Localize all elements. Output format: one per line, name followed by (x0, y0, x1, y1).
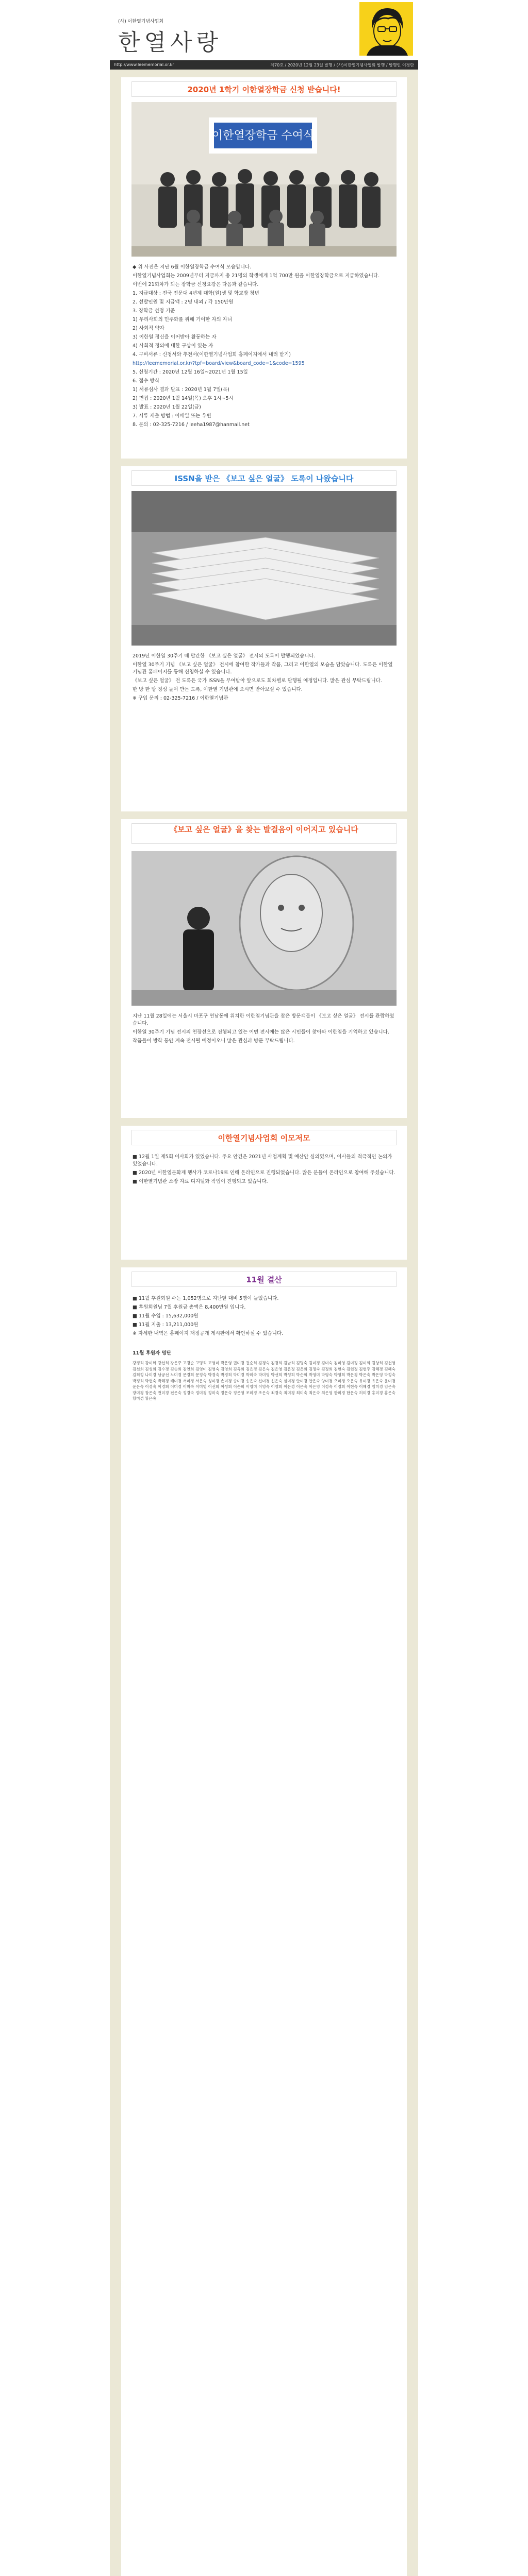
isbn-line: 《보고 싶은 얼굴》 전 도록은 국가 ISSN을 부여받아 앞으로도 회차별로 발행될 예정입니다. 많은 관심 부탁드립니다. (133, 678, 382, 684)
sculpture-title: 《보고 싶은 얼굴》을 찾는 발걸음이 이어지고 있습니다 (131, 823, 397, 844)
scholarship-banner-text: 이한열장학금 수여식 (211, 129, 315, 142)
brand-name: 한열사랑 (118, 29, 223, 56)
newsletter-sheet (110, 0, 418, 2576)
isbn-title: ISSN을 받은 《보고 싶은 얼굴》 도록이 나왔습니다 (131, 470, 397, 486)
board-body (133, 1154, 395, 1187)
finance-summary (133, 1295, 395, 1339)
finance-card (121, 1267, 407, 2576)
scholarship-line: 이번에 21회차가 되는 장학금 신청요강은 다음과 같습니다. (133, 282, 259, 287)
scholarship-line: 1) 서류심사 결과 발표 : 2020년 1월 7일(목) (133, 387, 229, 393)
donor-list-label: 11월 후원자 명단 (133, 1350, 171, 1356)
scholarship-group-photo (131, 102, 397, 257)
sculpture-body (133, 1013, 395, 1046)
isbn-line: 한 방 한 방 정성 들여 만든 도록, 이한열 기념관에 오시면 받아보실 수 있습니다. (133, 687, 303, 692)
sculpture-line: 작품들이 방학 동안 계속 전시될 예정이오니 많은 관심과 방문 부탁드립니다. (133, 1038, 295, 1044)
issue-info: 제70호 / 2020년 12월 23일 발행 / (사)이한열기념사업회 발행 / 발행인 이경란 (270, 63, 414, 67)
scholarship-card (121, 77, 407, 459)
isbn-line: 이한열 30주기 기념 《보고 싶은 얼굴》 전시에 참여한 작가들과 작품, 그리고 이한열의 모습을 담았습니다. 도록은 이한열기념관 홈페이지를 통해 신청하실 수 있습니다. (133, 662, 393, 675)
scholarship-title: 2020년 1학기 이한열장학금 신청 받습니다! (131, 81, 397, 97)
scholarship-line: 3) 발표 : 2020년 1월 22일(금) (133, 404, 201, 410)
sculpture-line: 이한열 30주기 기념 전시의 연장선으로 진행되고 있는 이번 전시에는 많은 시민들이 찾아와 이한열을 기억하고 있습니다. (133, 1029, 389, 1035)
scholarship-body (133, 264, 395, 430)
scholarship-line: 2) 면접 : 2020년 1월 14일(목) 오후 1시~5시 (133, 396, 234, 401)
portrait-illustration (359, 2, 413, 56)
site-url-link[interactable]: http://www.leememorial.or.kr (114, 62, 174, 67)
isbn-body (133, 653, 395, 704)
header (110, 0, 418, 60)
scholarship-line: 5. 신청기간 : 2020년 12월 16일~2021년 1월 15일 (133, 369, 248, 375)
finance-line: ■ 후원회원님 7월 후원금 총액은 8,400만원 입니다. (133, 1304, 246, 1310)
finance-line: ※ 자세한 내역은 홈페이지 재정공개 게시판에서 확인하실 수 있습니다. (133, 1331, 284, 1336)
sculpture-card (121, 819, 407, 1118)
scholarship-line: 4) 사회적 정의에 대한 구상이 있는 자 (133, 343, 213, 349)
finance-line: ■ 11월 수입 : 15,632,000원 (133, 1313, 199, 1319)
board-line: ■ 12월 1일 제5회 이사회가 있었습니다. 주요 안건은 2021년 사업계획 및 예산안 심의였으며, 이사들의 적극적인 논의가 있었습니다. (133, 1154, 392, 1167)
isbn-line: 2019년 이한열 30주기 때 발간한 《보고 싶은 얼굴》 전시의 도록이 발행되었습니다. (133, 653, 316, 659)
board-line: ■ 이한열기념관 소장 자료 디지털화 작업이 진행되고 있습니다. (133, 1179, 268, 1184)
scholarship-line: ◆ 위 사진은 지난 6월 이한열장학금 수여식 모습입니다. (133, 264, 252, 270)
scholarship-line: 3. 장학금 선정 기준 (133, 308, 175, 314)
sculpture-photo (131, 851, 397, 1006)
isbn-card (121, 466, 407, 811)
scholarship-line: 2. 선발인원 및 지급액 : 2명 내외 / 각 150만원 (133, 299, 234, 305)
issue-bar (110, 60, 418, 70)
sculpture-line: 지난 11월 28일에는 서울시 마포구 연남동에 위치한 이한열기념관을 찾은 방문객들이 《보고 싶은 얼굴》 전시를 관람하였습니다. (133, 1013, 394, 1026)
board-line: ■ 2020년 이한열문화제 행사가 코로나19로 인해 온라인으로 진행되었습니다. 많은 분들이 온라인으로 참여해 주셨습니다. (133, 1170, 395, 1176)
scholarship-line: 2) 사회적 약자 (133, 326, 164, 331)
scholarship-line: 7. 서류 제출 방법 : 이메일 또는 우편 (133, 413, 211, 419)
scholarship-line: 3) 이한열 정신을 이어받아 활동하는 자 (133, 334, 217, 340)
finance-line: ■ 11월 지출 : 13,211,000원 (133, 1322, 199, 1328)
scholarship-line: 이한열기념사업회는 2009년부터 지금까지 총 21명의 학생에게 1억 700만 원을 이한열장학금으로 지급하였습니다. (133, 273, 380, 279)
catalogue-photo (131, 491, 397, 646)
donor-list: 강경희 강미화 강선희 강은주 고경순 고명희 고영미 곽은영 권미경 권순희 김경숙 김경희 김남희 김명숙 김미경 김미숙 김미영 김미정 김미희 김상희 김선영 김선희 김성희 김수경 김순희 김연희 김영미 김영숙 김영희 김옥희 김은경 김은숙 김은영 김은정 김은희 김정숙 김정희 김현숙 김현정 김현주 김혜경 김혜숙 김희정 나미경 남궁선 노미경 문경희 문정숙 박경숙 박경희 박미경 박미숙 박미영 박선희 박성희 박순희 박영미 박영숙 박영희 박은경 박은숙 박은영 박정숙 박정희 박현숙 박혜경 배미경 서미경 서은숙 성미경 손미경 송미경 송은숙 신미경 신은숙 심미경 안미경 안은숙 양미경 오미경 오은숙 유미경 유은숙 윤미경 윤은숙 이경숙 이경희 이미경 이미숙 이미영 이선희 이성희 이순희 이영미 이영숙 이영희 이은경 이은숙 이은영 이정숙 이정희 이현숙 이혜경 임미경 임은숙 장미경 장은숙 전미경 전은숙 정경숙 정미경 정미숙 정은숙 정은영 조미경 조은숙 최경숙 최미경 최미숙 최은숙 최은영 한미경 한은숙 허미경 홍미경 홍은숙 황미경 황은숙 (133, 1361, 395, 1401)
board-title: 이한열기념사업회 이모저모 (131, 1130, 397, 1145)
scholarship-form-link[interactable]: http://leememorial.or.kr/?tpf=board/view&board_code=1&code=1595 (133, 361, 305, 366)
scholarship-line: 4. 구비서류 : 신청서와 추천서(이한열기념사업회 홈페이지에서 내려 받기) (133, 352, 291, 358)
scholarship-line: 6. 접수 방식 (133, 378, 159, 384)
board-card (121, 1126, 407, 1260)
scholarship-line: 1. 지급대상 : 전국 전문대 4년제 대학(원)생 및 학교밖 청년 (133, 291, 259, 296)
finance-line: ■ 11월 후원회원 수는 1,052명으로 지난달 대비 5명이 늘었습니다. (133, 1296, 279, 1301)
isbn-line: ※ 구입 문의 : 02-325-7216 / 이한열기념관 (133, 696, 228, 701)
finance-title: 11월 결산 (131, 1272, 397, 1287)
scholarship-contact: 8. 문의 : 02-325-7216 / leeha1987@hanmail.net (133, 422, 250, 428)
brand-org: (사) 이한열기념사업회 (118, 19, 164, 24)
scholarship-line: 1) 우리사회의 민주화를 위해 기여한 자의 자녀 (133, 317, 233, 323)
